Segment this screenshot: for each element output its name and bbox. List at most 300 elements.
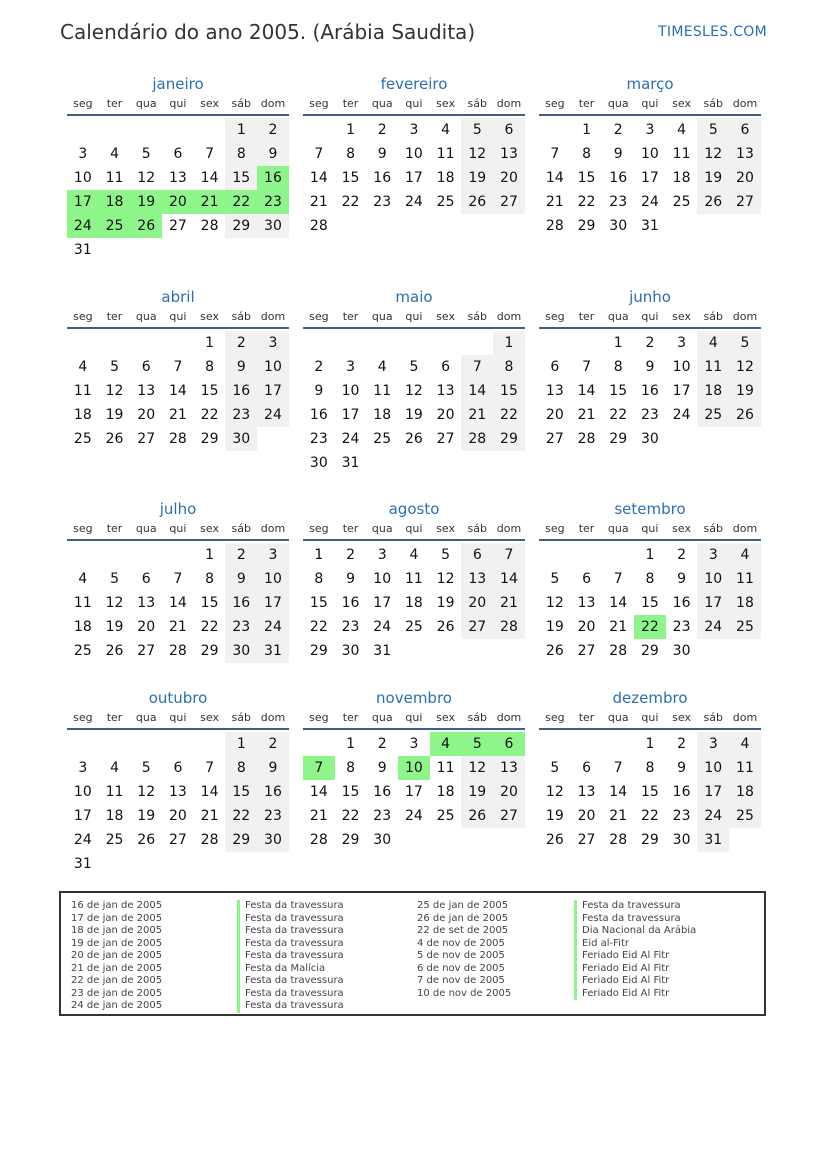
day-cell: 16 [225,379,257,403]
day-cell: 13 [493,756,525,780]
day-cell: 15 [609,383,628,399]
weekday-label: qui [405,97,423,110]
day-cell: 23 [672,808,691,824]
day-cell: 5 [697,118,729,142]
day-cell: 11 [697,355,729,379]
weekday-label: seg [545,97,565,110]
weekday-header [67,96,289,116]
day-cell: 15 [225,780,257,804]
day-cell: 21 [461,403,493,427]
day-cell: 3 [697,732,729,756]
day-cell: 1 [645,736,655,752]
day-cell: 29 [309,643,328,659]
day-cell: 25 [73,431,92,447]
day-cell: 19 [729,379,761,403]
day-cell: 1 [314,547,324,563]
weekday-label: seg [545,711,565,724]
day-cell: 6 [729,118,761,142]
holiday-day-cell: 22 [634,615,666,639]
day-cell: 11 [105,170,124,186]
empty-cell [130,118,162,142]
weekday-label: qua [135,522,157,535]
legend-holiday-name: Festa da travessura [574,913,696,926]
weekday-label: ter [106,310,123,323]
empty-cell [162,732,194,756]
day-cell: 31 [73,242,92,258]
day-cell: 20 [545,407,564,423]
day-cell: 29 [200,643,219,659]
day-cell: 18 [436,784,455,800]
day-cell: 26 [137,832,156,848]
month-name: agosto [388,500,440,518]
day-cell: 18 [105,808,124,824]
empty-cell [571,732,603,756]
day-cell: 23 [672,619,691,635]
day-cell: 19 [461,166,493,190]
day-cell: 20 [436,407,455,423]
legend-holiday-name: Feriado Eid Al Fitr [574,963,696,976]
day-cell: 19 [545,808,564,824]
month-name: outubro [148,689,208,707]
brand-logo[interactable]: TIMESLES.COM [658,24,767,40]
day-cell: 10 [73,170,92,186]
empty-cell [130,543,162,567]
day-cell: 30 [609,218,628,234]
page-title: Calendário do ano 2005. (Arábia Saudita) [60,20,476,44]
weekday-label: sáb [231,522,252,535]
day-cell: 17 [697,780,729,804]
weekday-label: ter [106,97,123,110]
day-cell: 13 [168,784,187,800]
weekday-label: dom [732,310,758,323]
day-cell: 21 [309,194,328,210]
weekday-label: sex [672,711,691,724]
holiday-legend [59,891,766,1016]
day-grid [539,732,761,852]
day-cell: 22 [493,403,525,427]
day-cell: 3 [677,335,687,351]
day-cell: 13 [436,383,455,399]
day-cell: 6 [441,359,451,375]
day-cell: 21 [309,808,328,824]
day-cell: 27 [577,643,596,659]
day-cell: 27 [168,218,187,234]
weekday-label: ter [578,310,595,323]
month-maio [303,285,525,475]
day-cell: 11 [404,571,423,587]
day-cell: 5 [141,760,151,776]
day-cell: 12 [461,756,493,780]
day-cell: 30 [257,828,289,852]
day-cell: 22 [609,407,628,423]
day-cell: 28 [609,643,628,659]
day-cell: 14 [168,383,187,399]
day-cell: 2 [346,547,355,563]
weekday-label: sex [200,711,219,724]
day-cell: 10 [640,146,659,162]
empty-cell [398,331,430,355]
day-cell: 30 [373,832,392,848]
day-cell: 17 [404,784,423,800]
day-cell: 11 [436,760,455,776]
day-cell: 10 [341,383,360,399]
legend-holiday-name: Eid al-Fitr [574,938,696,951]
day-cell: 18 [373,407,392,423]
weekday-label: sex [436,97,455,110]
day-cell: 15 [493,379,525,403]
day-cell: 28 [545,218,564,234]
holiday-day-cell: 7 [303,756,335,780]
weekday-label: qua [135,97,157,110]
day-cell: 20 [461,591,493,615]
day-cell: 28 [609,832,628,848]
day-cell: 7 [205,146,215,162]
day-cell: 7 [582,359,591,375]
legend-date: 19 de jan de 2005 [71,937,163,949]
weekday-label: seg [309,711,329,724]
day-cell: 19 [436,595,455,611]
day-cell: 28 [493,615,525,639]
legend-names-col-2 [574,900,696,1000]
day-cell: 13 [461,567,493,591]
day-cell: 8 [645,571,655,587]
legend-date: 18 de jan de 2005 [71,925,163,936]
day-grid [303,732,525,852]
day-cell: 15 [640,784,659,800]
day-cell: 18 [404,595,423,611]
day-cell: 4 [697,331,729,355]
day-cell: 9 [677,760,687,776]
day-grid [67,118,289,262]
day-cell: 22 [225,804,257,828]
day-cell: 24 [697,804,729,828]
day-cell: 22 [640,808,659,824]
day-cell: 21 [200,808,219,824]
legend-dates-col-2 [417,900,511,1000]
weekday-label: ter [342,310,359,323]
weekday-label: sex [436,522,455,535]
day-cell: 4 [729,732,761,756]
legend-date: 5 de nov de 2005 [417,950,505,961]
day-cell: 12 [404,383,423,399]
weekday-label: sex [436,310,455,323]
day-cell: 14 [200,784,219,800]
weekday-label: qua [135,310,157,323]
legend-holiday-name: Festa da travessura [237,913,344,926]
holiday-day-cell: 17 [67,190,99,214]
day-cell: 11 [105,784,124,800]
day-cell: 21 [168,619,187,635]
day-cell: 12 [545,595,564,611]
month-setembro [539,497,761,663]
day-cell: 28 [168,431,187,447]
day-cell: 7 [493,543,525,567]
weekday-label: dom [496,522,522,535]
day-cell: 25 [436,808,455,824]
day-cell: 19 [105,619,124,635]
day-cell: 8 [314,571,324,587]
legend-holiday-name: Feriado Eid Al Fitr [574,950,696,963]
day-cell: 23 [225,403,257,427]
day-cell: 23 [609,194,628,210]
weekday-label: qua [607,310,629,323]
day-cell: 1 [205,547,215,563]
day-cell: 13 [493,142,525,166]
day-cell: 20 [493,166,525,190]
day-cell: 27 [137,431,156,447]
weekday-label: qua [607,711,629,724]
day-cell: 22 [309,619,328,635]
day-cell: 4 [110,760,119,776]
day-cell: 9 [377,146,387,162]
month-novembro [303,686,525,852]
weekday-label: seg [73,310,93,323]
day-cell: 19 [105,407,124,423]
day-cell: 25 [436,194,455,210]
day-cell: 14 [609,784,628,800]
day-cell: 15 [200,595,219,611]
day-cell: 17 [257,379,289,403]
weekday-label: seg [309,97,329,110]
day-cell: 3 [377,547,387,563]
day-cell: 23 [341,619,360,635]
day-cell: 7 [314,146,324,162]
day-cell: 31 [373,643,392,659]
empty-cell [99,732,131,756]
day-cell: 24 [404,808,423,824]
day-cell: 10 [257,355,289,379]
day-cell: 6 [582,760,591,776]
day-cell: 16 [640,383,659,399]
day-cell: 4 [729,543,761,567]
day-cell: 14 [200,170,219,186]
legend-date: 4 de nov de 2005 [417,937,505,949]
day-cell: 26 [729,403,761,427]
day-cell: 12 [545,784,564,800]
day-cell: 31 [640,218,659,234]
day-cell: 15 [640,595,659,611]
legend-date: 23 de jan de 2005 [71,987,163,999]
weekday-label: qui [641,711,659,724]
weekday-label: ter [342,711,359,724]
day-cell: 5 [110,571,119,587]
day-cell: 3 [78,146,88,162]
day-cell: 5 [141,146,151,162]
weekday-label: qua [371,522,393,535]
day-cell: 16 [309,407,328,423]
weekday-label: sáb [467,711,488,724]
day-cell: 2 [257,732,289,756]
weekday-label: sáb [703,97,724,110]
empty-cell [539,118,571,142]
day-cell: 7 [173,571,183,587]
weekday-label: sex [200,522,219,535]
day-cell: 5 [110,359,119,375]
empty-cell [571,331,603,355]
weekday-label: sáb [703,310,724,323]
weekday-label: sáb [467,522,488,535]
day-cell: 11 [672,146,691,162]
day-cell: 22 [200,407,219,423]
weekday-label: sex [672,97,691,110]
day-cell: 12 [137,784,156,800]
day-cell: 24 [73,832,92,848]
day-cell: 26 [436,619,455,635]
holiday-day-cell: 25 [99,214,131,238]
day-cell: 9 [257,756,289,780]
day-cell: 3 [697,543,729,567]
day-cell: 2 [377,736,387,752]
day-cell: 18 [73,407,92,423]
day-cell: 22 [200,619,219,635]
day-cell: 13 [577,595,596,611]
day-cell: 21 [168,407,187,423]
month-name: novembro [376,689,452,707]
day-cell: 18 [672,170,691,186]
day-cell: 12 [697,142,729,166]
empty-cell [99,543,131,567]
day-cell: 12 [461,142,493,166]
day-cell: 16 [672,595,691,611]
weekday-label: ter [106,711,123,724]
day-cell: 27 [461,615,493,639]
empty-cell [99,331,131,355]
day-cell: 9 [225,355,257,379]
empty-cell [99,118,131,142]
legend-date: 22 de jan de 2005 [71,975,163,986]
weekday-label: qui [641,522,659,535]
day-cell: 17 [672,383,691,399]
day-cell: 24 [341,431,360,447]
empty-cell [67,732,99,756]
day-cell: 3 [257,543,289,567]
weekday-label: seg [309,522,329,535]
weekday-header [67,309,289,329]
day-cell: 25 [697,403,729,427]
weekday-label: dom [496,310,522,323]
weekday-label: qui [405,522,423,535]
day-cell: 10 [404,146,423,162]
weekday-header [303,521,525,541]
day-cell: 28 [200,218,219,234]
day-cell: 8 [346,146,355,162]
legend-holiday-name: Festa da travessura [237,938,344,951]
holiday-day-cell: 16 [257,166,289,190]
day-cell: 17 [697,591,729,615]
weekday-label: seg [73,97,93,110]
holiday-day-cell: 24 [67,214,99,238]
day-cell: 31 [341,455,360,471]
legend-date: 17 de jan de 2005 [71,912,163,924]
day-cell: 28 [200,832,219,848]
day-cell: 9 [346,571,355,587]
day-cell: 1 [493,331,525,355]
empty-cell [67,543,99,567]
weekday-label: dom [260,97,286,110]
day-grid [67,331,289,451]
day-cell: 25 [404,619,423,635]
day-cell: 6 [582,571,591,587]
day-cell: 13 [137,383,156,399]
weekday-header [303,710,525,730]
day-cell: 24 [257,615,289,639]
day-grid [303,331,525,475]
day-cell: 11 [729,756,761,780]
day-cell: 2 [225,543,257,567]
empty-cell [130,732,162,756]
weekday-label: sáb [703,711,724,724]
legend-holiday-name: Dia Nacional da Arábia [574,925,696,938]
day-cell: 30 [225,639,257,663]
legend-date: 26 de jan de 2005 [417,912,509,924]
day-cell: 24 [404,194,423,210]
holiday-day-cell: 5 [461,732,493,756]
day-cell: 5 [729,331,761,355]
holiday-day-cell: 6 [493,732,525,756]
empty-cell [461,331,493,355]
day-cell: 8 [645,760,655,776]
day-cell: 25 [73,643,92,659]
weekday-label: sáb [231,97,252,110]
legend-holiday-name: Festa da Malícia [237,963,344,976]
weekday-label: sáb [231,711,252,724]
month-name: setembro [614,500,686,518]
empty-cell [571,543,603,567]
holiday-day-cell: 26 [130,214,162,238]
empty-cell [194,732,226,756]
day-cell: 22 [341,808,360,824]
legend-holiday-name: Festa da travessura [574,900,696,913]
day-cell: 4 [677,122,687,138]
weekday-label: ter [106,522,123,535]
day-cell: 28 [461,427,493,451]
weekday-label: qua [135,711,157,724]
day-cell: 29 [640,832,659,848]
day-cell: 2 [645,335,655,351]
weekday-label: qua [371,310,393,323]
day-cell: 15 [341,784,360,800]
day-cell: 11 [436,146,455,162]
day-cell: 18 [73,619,92,635]
day-cell: 27 [545,431,564,447]
day-cell: 26 [461,190,493,214]
day-cell: 16 [341,595,360,611]
day-cell: 9 [257,142,289,166]
weekday-label: seg [73,522,93,535]
weekday-label: qui [405,310,423,323]
day-cell: 8 [225,756,257,780]
day-cell: 17 [73,808,92,824]
day-cell: 25 [373,431,392,447]
empty-cell [303,118,335,142]
weekday-label: qua [607,97,629,110]
legend-holiday-name: Festa da travessura [237,900,344,913]
day-cell: 14 [461,379,493,403]
empty-cell [335,331,367,355]
day-cell: 29 [225,828,257,852]
day-cell: 9 [225,567,257,591]
day-cell: 6 [173,760,183,776]
day-cell: 15 [577,170,596,186]
legend-date: 6 de nov de 2005 [417,962,505,974]
day-cell: 11 [373,383,392,399]
day-cell: 7 [461,355,493,379]
day-cell: 24 [640,194,659,210]
day-cell: 2 [677,736,687,752]
day-cell: 5 [550,760,560,776]
day-cell: 15 [200,383,219,399]
day-cell: 13 [729,142,761,166]
